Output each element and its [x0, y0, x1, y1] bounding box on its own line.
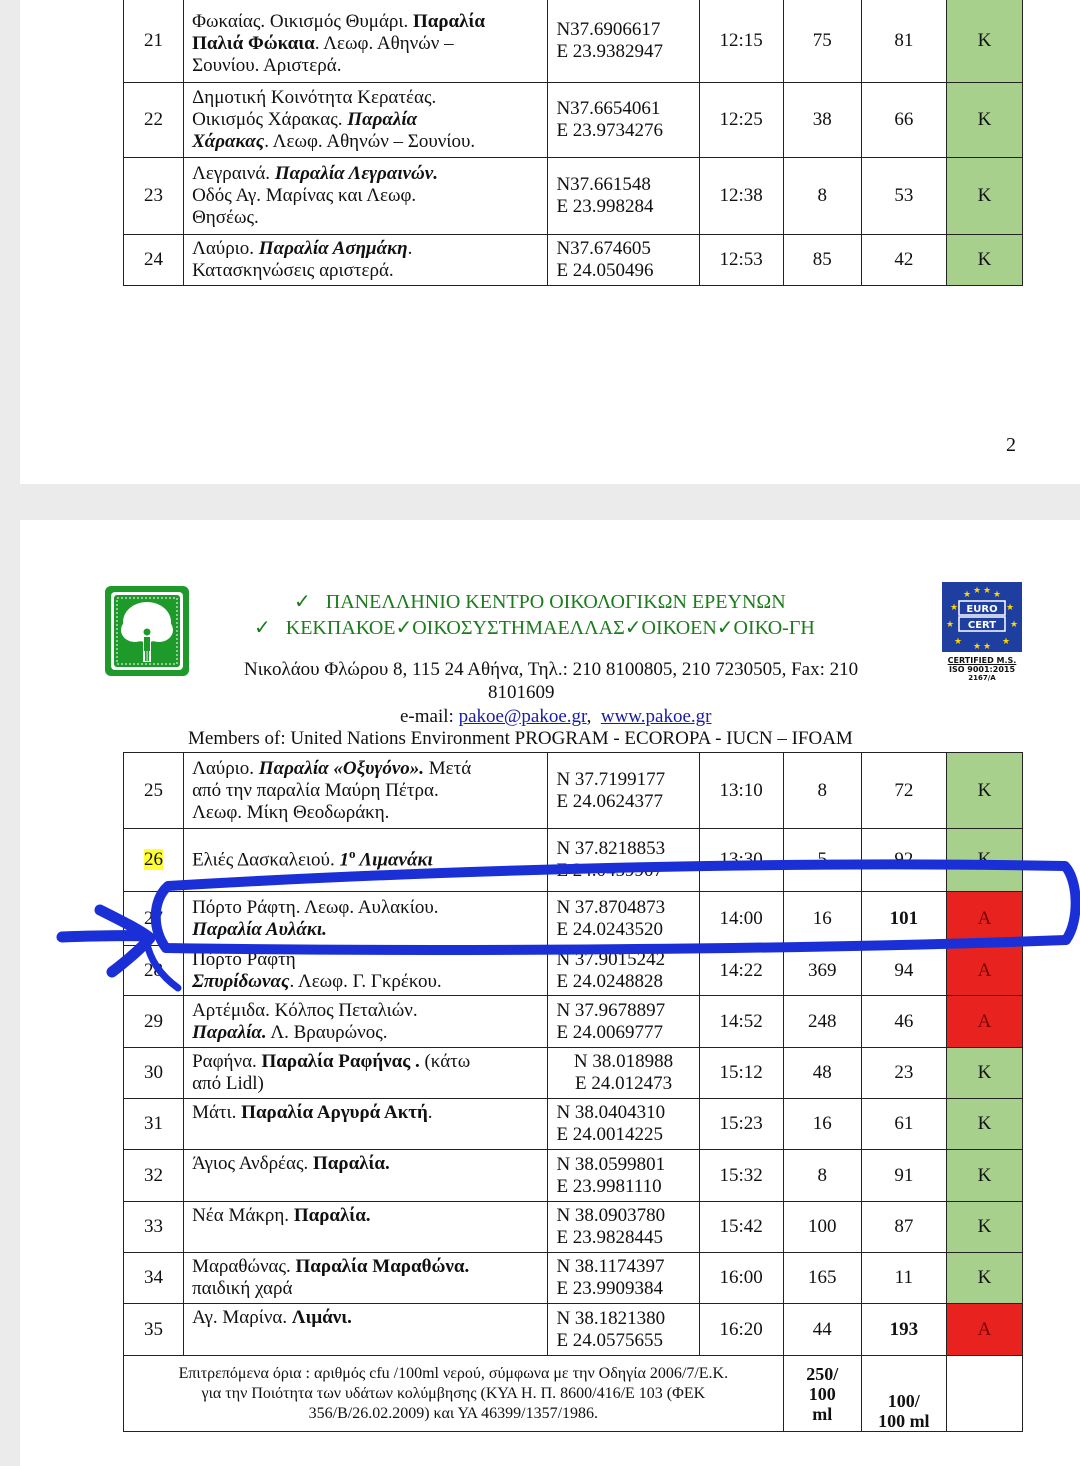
- value2-cell: 53: [861, 158, 946, 235]
- time-cell: 14:00: [699, 892, 783, 946]
- value2-cell: 94: [861, 946, 946, 996]
- value2-cell: 87: [861, 1202, 946, 1253]
- status-cell: A: [946, 946, 1022, 996]
- value1-cell: 5: [783, 829, 861, 892]
- svg-text:★: ★: [946, 620, 955, 630]
- row-number: 34: [124, 1253, 184, 1304]
- iso-certification: CERTIFIED M.S. ISO 9001:2015 2167/A: [947, 656, 1017, 682]
- row-number: 26: [124, 829, 184, 892]
- svg-text:★: ★: [1010, 620, 1019, 630]
- time-cell: 14:22: [699, 946, 783, 996]
- coordinates-cell: N 37.9678897 E 24.0069777: [548, 996, 699, 1048]
- annotation-arrow-shaft: [62, 936, 146, 937]
- value2-cell: 72: [861, 753, 946, 829]
- row-number: 33: [124, 1202, 184, 1253]
- status-cell: K: [946, 83, 1022, 158]
- coordinates-cell: N 38.0903780 E 23.9828445: [548, 1202, 699, 1253]
- cert-text: CERT: [967, 620, 997, 631]
- location-cell: Λαύριο. Παραλία «Οξυγόνο». Μετά από την παραλία Μαύρη Πέτρα. Λεωφ. Μίκη Θεοδωράκη.: [184, 753, 548, 829]
- status-cell: K: [946, 1202, 1022, 1253]
- svg-text:★: ★: [983, 586, 992, 596]
- location-cell: Πόρτο Ράφτη Σπυρίδωνας. Λεωφ. Γ. Γκρέκου.: [184, 946, 548, 996]
- email-link[interactable]: pakoe@pakoe.gr: [458, 706, 587, 727]
- annotation-outline: [156, 864, 1076, 950]
- coordinates-cell: N 38.1174397 E 23.9909384: [548, 1253, 699, 1304]
- status-cell: K: [946, 1150, 1022, 1202]
- svg-text:★: ★: [950, 603, 959, 613]
- coordinates-cell: N37.6906617 E 23.9382947: [548, 0, 699, 83]
- euro-text: EURO: [966, 604, 998, 615]
- coordinates-cell: N 37.7199177 E 24.0624377: [548, 753, 699, 829]
- value1-cell: 38: [783, 83, 861, 158]
- location-cell: Μάτι. Παραλία Αργυρά Ακτή.: [184, 1099, 548, 1150]
- status-cell: K: [946, 0, 1022, 83]
- row-number: 28: [124, 946, 184, 996]
- time-cell: 16:20: [699, 1304, 783, 1356]
- row-number: 24: [124, 235, 184, 286]
- fax-continuation: 8101609: [488, 682, 555, 703]
- location-cell: Πόρτο Ράφτη. Λεωφ. Αυλακίου. Παραλία Αυλάκι.: [184, 892, 548, 946]
- status-cell: K: [946, 1253, 1022, 1304]
- status-cell: A: [946, 1304, 1022, 1356]
- org-title-line1: ✓ ΠΑΝΕΛΛΗΝΙΟ ΚΕΝΤΡΟ ΟΙΚΟΛΟΓΙΚΩΝ ΕΡΕΥΝΩΝ: [294, 591, 786, 613]
- location-cell: Λεγραινά. Παραλία Λεγραινών. Οδός Αγ. Μαρίνας και Λεωφ. Θησέως.: [184, 158, 548, 235]
- location-cell: Δημοτική Κοινότητα Κερατέας. Οικισμός Χάρακας. Παραλία Χάρακας. Λεωφ. Αθηνών – Σουνίου.: [184, 83, 548, 158]
- value1-cell: 44: [783, 1304, 861, 1356]
- status-cell: K: [946, 235, 1022, 286]
- coordinates-cell: N 37.9015242 E 24.0248828: [548, 946, 699, 996]
- status-cell: A: [946, 892, 1022, 946]
- svg-text:★: ★: [1006, 603, 1015, 613]
- row-number: 22: [124, 83, 184, 158]
- value2-cell: 81: [861, 0, 946, 83]
- limits-description: Επιτρεπόμενα όρια : αριθμός cfu /100ml νερού, σύμφωνα με την Οδηγία 2006/7/Ε.Κ. για την Ποιότητα των υδάτων κολύμβησης (ΚΥΑ Η. Π. 8600/416/Ε 103 (ΦΕΚ 356/Β/26.02.2009) και ΥΑ 46399/1357/1986.: [124, 1356, 784, 1432]
- row-number: 27: [124, 892, 184, 946]
- value1-cell: 8: [783, 158, 861, 235]
- coordinates-cell: N 38.1821380 E 24.0575655: [548, 1304, 699, 1356]
- location-cell: Ραφήνα. Παραλία Ραφήνας . (κάτω από Lidl): [184, 1048, 548, 1099]
- svg-text:★: ★: [983, 642, 992, 652]
- row-number: 23: [124, 158, 184, 235]
- time-cell: 12:25: [699, 83, 783, 158]
- row-number: 30: [124, 1048, 184, 1099]
- time-cell: 16:00: [699, 1253, 783, 1304]
- value2-cell: 42: [861, 235, 946, 286]
- location-cell: Ελιές Δασκαλειού. $1^o$ Λιμανάκι: [184, 829, 548, 892]
- value1-cell: 16: [783, 1099, 861, 1150]
- address: Νικολάου Φλώρου 8, 115 24 Αθήνα, Τηλ.: 210 8100805, 210 7230505, Fax: 210: [244, 659, 859, 680]
- status-cell: K: [946, 753, 1022, 829]
- svg-text:★: ★: [963, 590, 972, 600]
- svg-text:★: ★: [973, 586, 982, 596]
- svg-text:★: ★: [954, 637, 963, 647]
- row-number: 32: [124, 1150, 184, 1202]
- value1-cell: 100: [783, 1202, 861, 1253]
- value1-cell: 8: [783, 753, 861, 829]
- row-number: 25: [124, 753, 184, 829]
- value2-cell: 61: [861, 1099, 946, 1150]
- value1-cell: 248: [783, 996, 861, 1048]
- limit-value2: 100/ 100 ml: [861, 1356, 946, 1432]
- value2-cell: 92: [861, 829, 946, 892]
- status-cell: A: [946, 996, 1022, 1048]
- time-cell: 13:10: [699, 753, 783, 829]
- org-title-line2: ✓ ΚΕΚΠΑΚΟΕ✓ΟΙΚΟΣΥΣΤΗΜΑΕΛΛΑΣ✓ΟΙΚΟΕΝ✓ΟΙΚΟ-ΓΗ: [254, 617, 815, 639]
- row-number: 31: [124, 1099, 184, 1150]
- time-cell: 15:23: [699, 1099, 783, 1150]
- time-cell: 15:32: [699, 1150, 783, 1202]
- coordinates-cell: N37.6654061 E 23.9734276: [548, 83, 699, 158]
- value1-cell: 48: [783, 1048, 861, 1099]
- value1-cell: 165: [783, 1253, 861, 1304]
- value2-cell: 46: [861, 996, 946, 1048]
- time-cell: 12:15: [699, 0, 783, 83]
- status-cell: K: [946, 1048, 1022, 1099]
- value1-cell: 369: [783, 946, 861, 996]
- coordinates-cell: N37.674605 E 24.050496: [548, 235, 699, 286]
- value2-cell: 11: [861, 1253, 946, 1304]
- limit-value1: 250/ 100 ml: [783, 1356, 861, 1432]
- value2-cell: 101: [861, 892, 946, 946]
- location-cell: Νέα Μάκρη. Παραλία.: [184, 1202, 548, 1253]
- time-cell: 13:30: [699, 829, 783, 892]
- value1-cell: 75: [783, 0, 861, 83]
- status-cell: K: [946, 1099, 1022, 1150]
- location-cell: Αρτέμιδα. Κόλπος Πεταλιών. Παραλία. Λ. Βραυρώνος.: [184, 996, 548, 1048]
- coordinates-cell: N37.661548 E 23.998284: [548, 158, 699, 235]
- page-number: 2: [1006, 434, 1016, 456]
- location-cell: Άγιος Ανδρέας. Παραλία.: [184, 1150, 548, 1202]
- value2-cell: 23: [861, 1048, 946, 1099]
- row-number: 29: [124, 996, 184, 1048]
- location-cell: Λαύριο. Παραλία Ασημάκη. Κατασκηνώσεις αριστερά.: [184, 235, 548, 286]
- time-cell: 15:42: [699, 1202, 783, 1253]
- value1-cell: 8: [783, 1150, 861, 1202]
- svg-text:★: ★: [973, 642, 982, 652]
- value1-cell: 85: [783, 235, 861, 286]
- value2-cell: 91: [861, 1150, 946, 1202]
- location-cell: Αγ. Μαρίνα. Λιμάνι.: [184, 1304, 548, 1356]
- website-link[interactable]: www.pakoe.gr: [600, 706, 712, 727]
- coordinates-cell: N 38.0404310 E 24.0014225: [548, 1099, 699, 1150]
- coordinates-cell: N 37.8704873 E 24.0243520: [548, 892, 699, 946]
- time-cell: 12:38: [699, 158, 783, 235]
- value1-cell: 16: [783, 892, 861, 946]
- location-cell: Μαραθώνας. Παραλία Μαραθώνα. παιδική χαρά: [184, 1253, 548, 1304]
- coordinates-cell: N 38.0599801 E 23.9981110: [548, 1150, 699, 1202]
- contact-line: e-mail: pakoe@pakoe.gr, www.pakoe.gr: [400, 706, 712, 727]
- time-cell: 15:12: [699, 1048, 783, 1099]
- time-cell: 12:53: [699, 235, 783, 286]
- value2-cell: 66: [861, 83, 946, 158]
- time-cell: 14:52: [699, 996, 783, 1048]
- svg-text:★: ★: [993, 590, 1002, 600]
- value2-cell: 193: [861, 1304, 946, 1356]
- row-number: 21: [124, 0, 184, 83]
- status-cell: K: [946, 158, 1022, 235]
- coordinates-cell: N 37.8218853 E 24.0459907: [548, 829, 699, 892]
- location-cell: Φωκαίας. Οικισμός Θυμάρι. Παραλία Παλιά Φώκαια. Λεωφ. Αθηνών – Σουνίου. Αριστερά.: [184, 0, 548, 83]
- row-number: 35: [124, 1304, 184, 1356]
- members-line: Members of: United Nations Environment PROGRAM - ECOROPA - IUCN – IFOAM: [188, 728, 853, 749]
- coordinates-cell: N 38.018988 E 24.012473: [548, 1048, 699, 1099]
- svg-text:★: ★: [1002, 637, 1011, 647]
- status-cell: K: [946, 829, 1022, 892]
